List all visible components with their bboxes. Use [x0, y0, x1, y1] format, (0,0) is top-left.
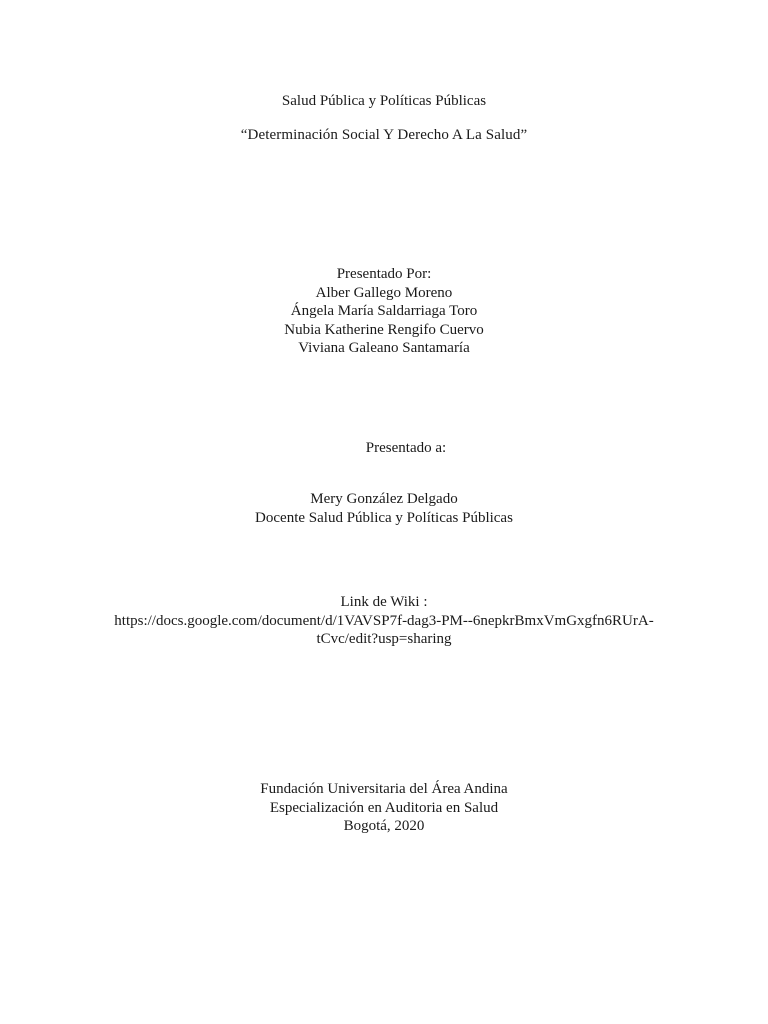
presented-by-block: [0, 265, 768, 358]
author-name: Alber Gallego Moreno: [315, 284, 453, 301]
place-date: Bogotá, 2020: [343, 818, 425, 834]
institution-block: [0, 780, 768, 836]
course-title: Salud Pública y Políticas Públicas: [281, 93, 487, 109]
professor-name: Mery González Delgado: [310, 491, 458, 507]
wiki-url-line-1[interactable]: https://docs.google.com/document/d/1VAVSP7f-dag3-PM--6nepkrBmxVmGxgfn6RUrA-: [114, 612, 654, 629]
wiki-link-block: [0, 593, 768, 649]
author-name: Ángela María Saldarriaga Toro: [290, 303, 478, 319]
wiki-url-line-2[interactable]: tCvc/edit?usp=sharing: [316, 631, 452, 647]
document-subtitle: “Determinación Social Y Derecho A La Salud”: [240, 127, 528, 143]
presented-to-block: [22, 439, 768, 458]
presented-by-label: Presentado Por:: [336, 266, 432, 282]
wiki-label: Link de Wiki :: [340, 594, 428, 610]
institution-name: Fundación Universitaria del Área Andina: [260, 781, 508, 797]
professor-block: [0, 490, 768, 527]
presented-to-label: Presentado a:: [365, 440, 447, 456]
document-subtitle-block: [0, 126, 768, 145]
author-name: Nubia Katherine Rengifo Cuervo: [284, 321, 484, 338]
author-name: Viviana Galeano Santamaría: [298, 340, 470, 356]
program-name: Especialización en Auditoria en Salud: [269, 799, 499, 816]
course-title-block: [0, 92, 768, 111]
professor-role: Docente Salud Pública y Políticas Públicas: [255, 509, 513, 526]
